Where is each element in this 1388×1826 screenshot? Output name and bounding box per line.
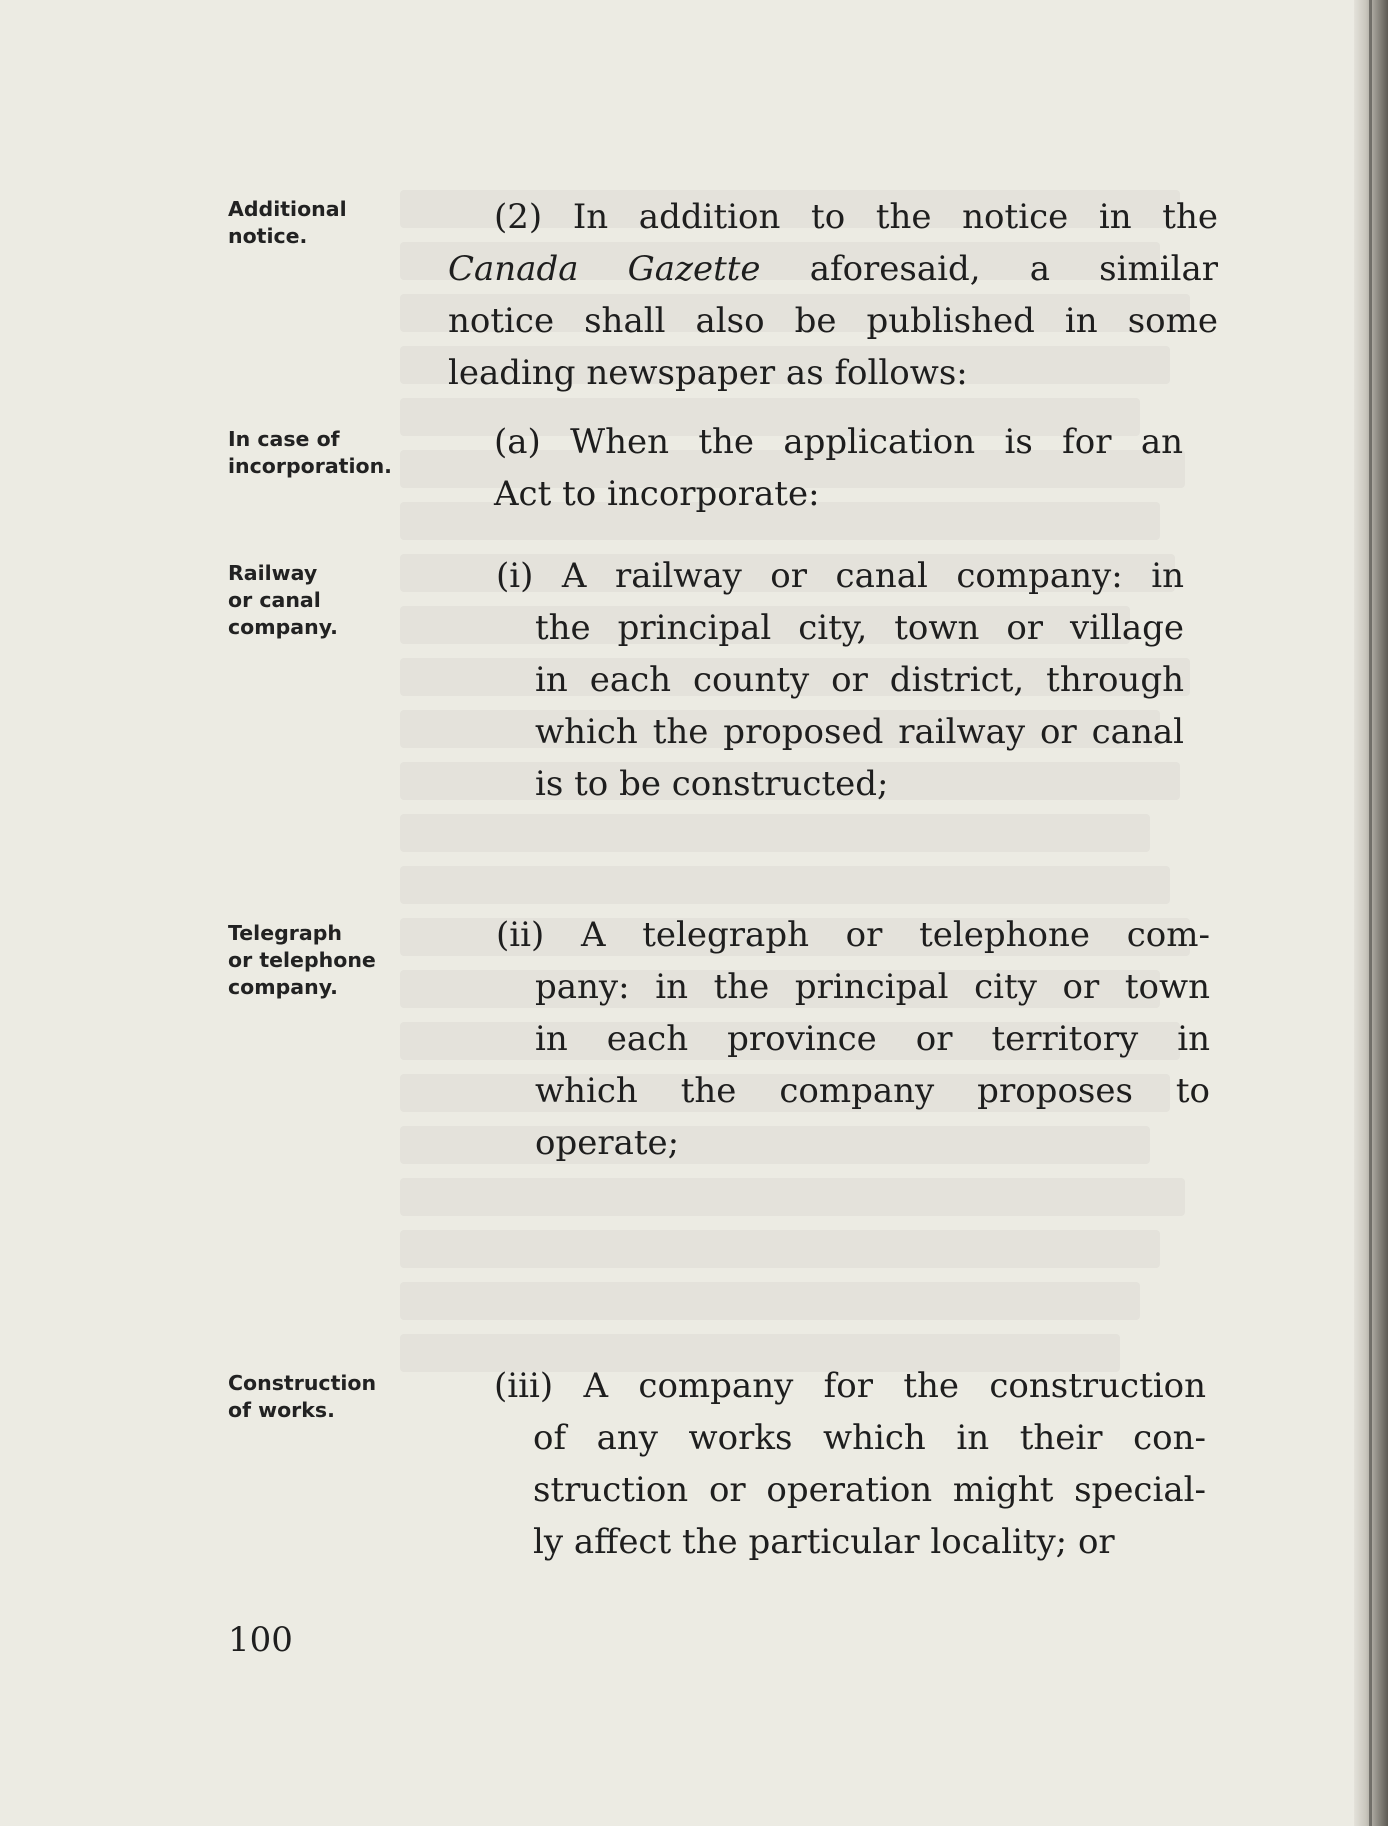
paragraph-a-line-2: Act to incorporate:	[494, 474, 820, 514]
paragraph-ii-line-3: in each province or territory in	[535, 1019, 1210, 1059]
paragraph-ii-line-2: pany: in the principal city or town	[535, 967, 1210, 1007]
paragraph-ii-line-4: which the company proposes to	[535, 1071, 1210, 1111]
margin-note-incorporation: In case of incorporation.	[228, 427, 392, 478]
paragraph-i-line-5: is to be constructed;	[535, 764, 889, 804]
paragraph-2-line-2	[448, 243, 1218, 295]
paragraph-ii	[496, 909, 1210, 1169]
paragraph-ii-line-1: (ii) A telegraph or telephone com-	[496, 915, 1210, 955]
paragraph-i-line-4: which the proposed railway or canal	[535, 712, 1184, 752]
page-binding-shadow	[1369, 0, 1372, 1826]
paragraph-a-line-1: (a) When the application is for an	[494, 422, 1183, 462]
paragraph-ii-line-5: operate;	[535, 1123, 680, 1163]
paragraph-iii	[494, 1360, 1206, 1568]
paragraph-iii-line-2: of any works which in their con-	[533, 1418, 1206, 1458]
paragraph-iii-line-1: (iii) A company for the construction	[494, 1366, 1206, 1406]
paragraph-i-line-1: (i) A railway or canal company: in	[496, 556, 1184, 596]
paragraph-i-line-2: the principal city, town or village	[535, 608, 1184, 648]
paragraph-2-line-3: notice shall also be published in some	[448, 301, 1218, 341]
paragraph-i-line-3: in each county or district, through	[535, 660, 1184, 700]
paragraph-2-line-4: leading newspaper as follows:	[448, 353, 968, 393]
paragraph-i	[496, 550, 1184, 810]
paragraph-2	[448, 191, 1218, 399]
paragraph-iii-line-4: ly affect the particular locality; or	[533, 1522, 1115, 1562]
page-number: 100	[228, 1620, 293, 1660]
paragraph-iii-line-3: struction or operation might special-	[533, 1470, 1206, 1510]
paragraph-2-line-1: (2) In addition to the notice in the	[494, 197, 1218, 237]
margin-note-telegraph: Telegraph or telephone company.	[228, 921, 376, 999]
margin-note-additional-notice: Additional notice.	[228, 197, 347, 248]
margin-note-construction: Construction of works.	[228, 1371, 377, 1422]
paragraph-2-line-2-rest: aforesaid, a similar	[760, 249, 1218, 289]
canada-gazette-title: Canada Gazette	[448, 249, 761, 289]
paragraph-a	[494, 416, 1183, 520]
margin-note-railway: Railway or canal company.	[228, 561, 338, 639]
